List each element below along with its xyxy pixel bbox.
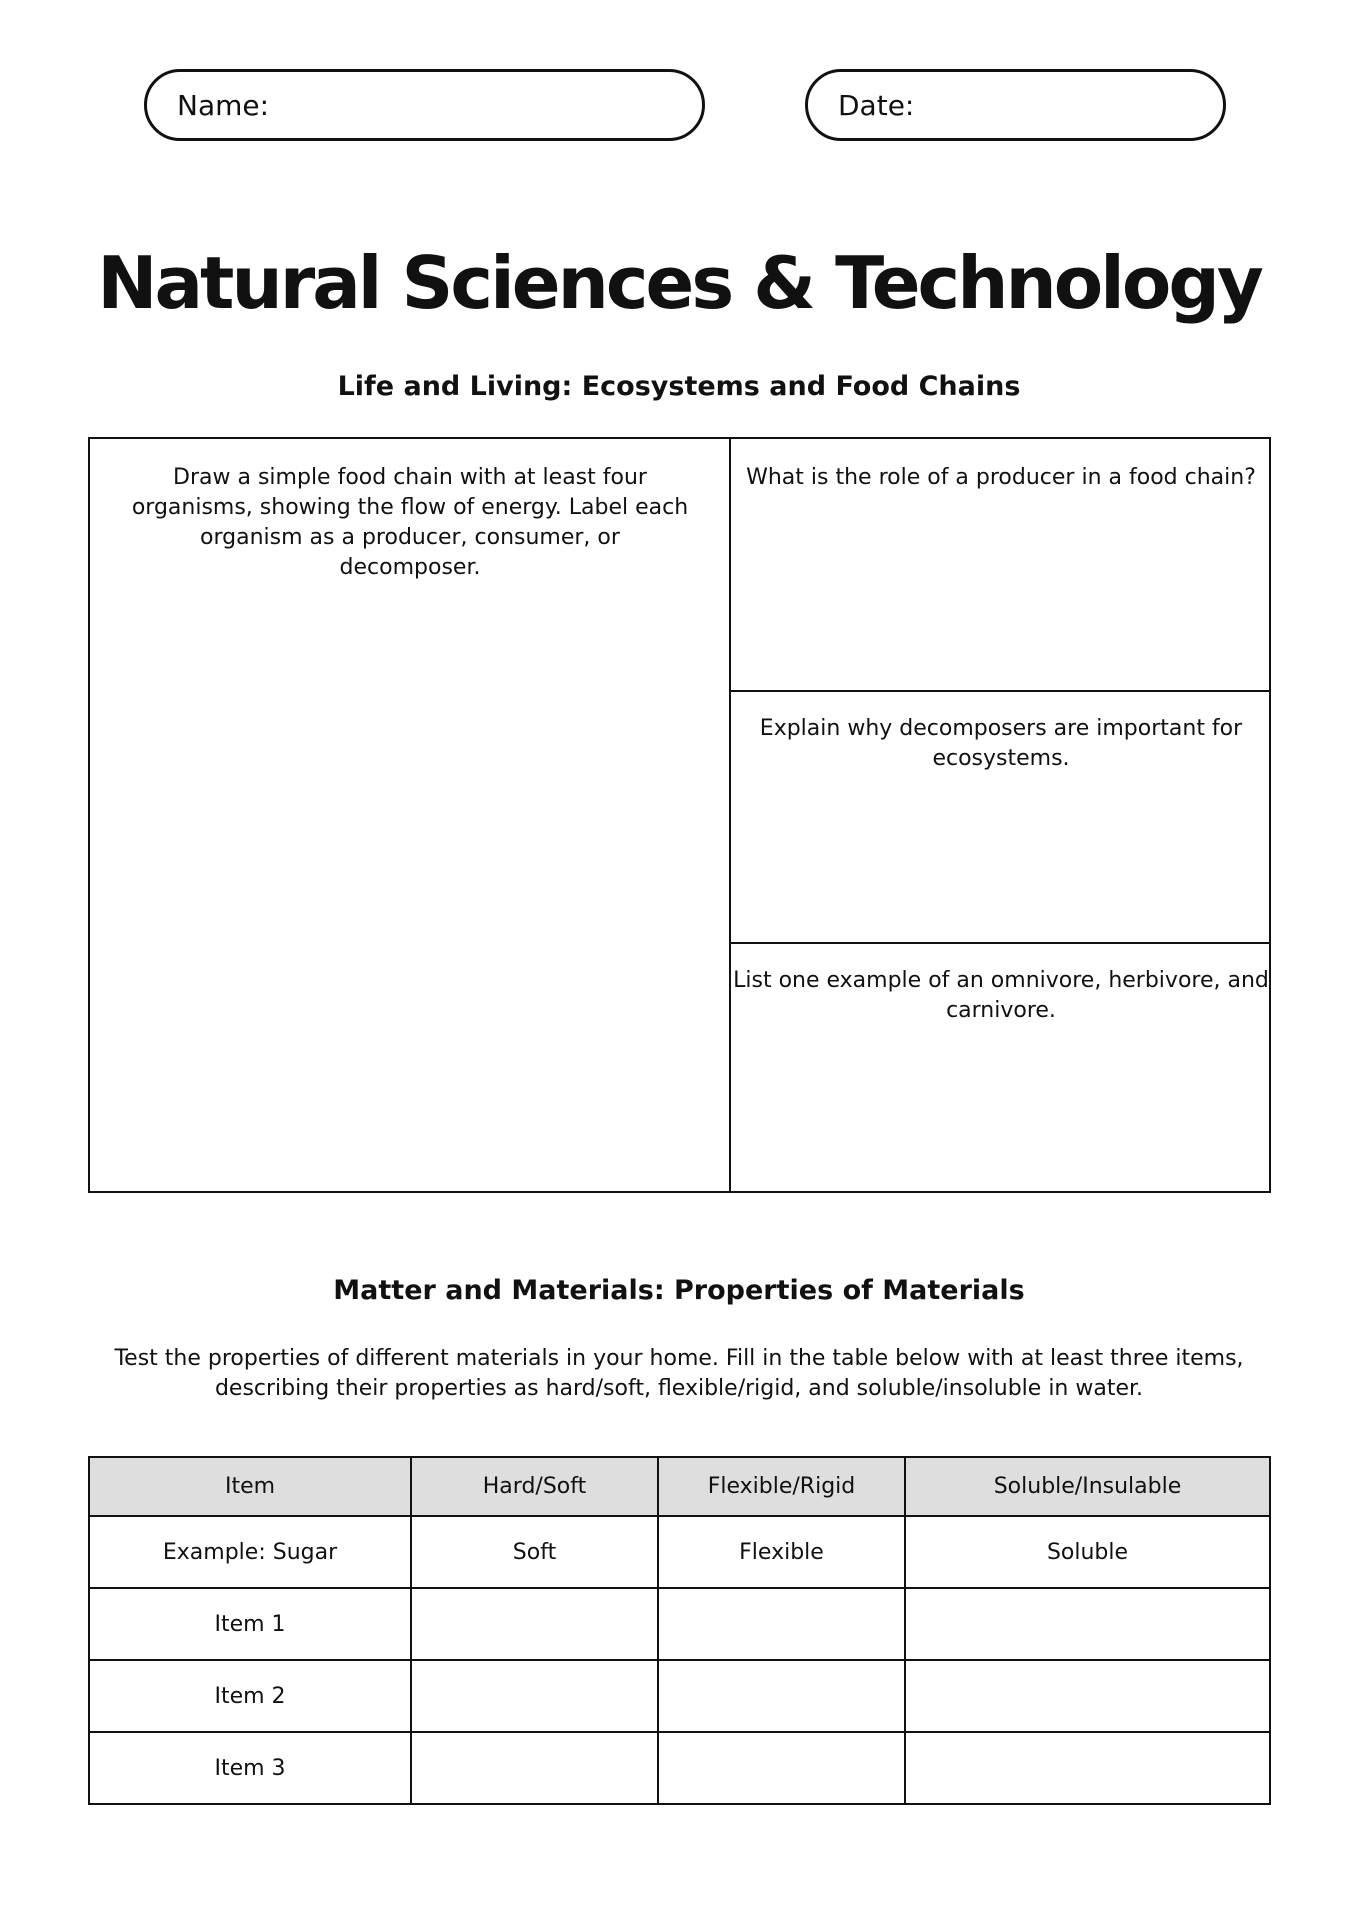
food-chain-prompt: Draw a simple food chain with at least four organisms, showing the flow of energy. Label each organism as a producer, consumer, or decomposer.: [131, 465, 689, 580]
table-cell: Flexible: [658, 1516, 905, 1588]
answer-cell[interactable]: [905, 1660, 1270, 1732]
column-header-soluble: Soluble/Insulable: [905, 1457, 1270, 1516]
answer-cell[interactable]: [658, 1588, 905, 1660]
name-label: Name:: [177, 88, 270, 122]
table-cell: Soluble: [905, 1516, 1270, 1588]
table-cell: Example: Sugar: [89, 1516, 411, 1588]
name-field[interactable]: [144, 69, 705, 141]
materials-table: [88, 1456, 1271, 1805]
answer-cell[interactable]: [905, 1588, 1270, 1660]
answer-cell[interactable]: [658, 1660, 905, 1732]
section-heading-ecosystems: Life and Living: Ecosystems and Food Chains: [337, 371, 1021, 402]
grid-divider-vertical: [729, 439, 731, 1191]
table-cell: Soft: [411, 1516, 658, 1588]
diet-examples-prompt: List one example of an omnivore, herbivore, and carnivore.: [733, 968, 1269, 1023]
answer-cell[interactable]: [411, 1732, 658, 1804]
table-cell: Item 2: [89, 1660, 411, 1732]
date-field[interactable]: [805, 69, 1226, 141]
table-row: [89, 1516, 1270, 1588]
grid-divider-horizontal: [731, 690, 1269, 692]
table-row: [89, 1660, 1270, 1732]
table-header-row: [89, 1457, 1270, 1516]
answer-cell[interactable]: [411, 1660, 658, 1732]
column-header-hard-soft: Hard/Soft: [411, 1457, 658, 1516]
decomposers-prompt: Explain why decomposers are important for ecosystems.: [759, 716, 1243, 771]
table-cell: Item 3: [89, 1732, 411, 1804]
materials-instructions: Test the properties of different materials in your home. Fill in the table below with at least three items, describing their properties as hard/soft, flexible/rigid, and soluble/insoluble in water.: [114, 1346, 1244, 1401]
ecosystem-answer-grid: [88, 437, 1271, 1193]
table-row: [89, 1732, 1270, 1804]
answer-cell[interactable]: [658, 1732, 905, 1804]
table-cell: Item 1: [89, 1588, 411, 1660]
column-header-item: Item: [89, 1457, 411, 1516]
page-title: Natural Sciences & Technology: [97, 241, 1261, 325]
answer-cell[interactable]: [905, 1732, 1270, 1804]
column-header-flexible-rigid: Flexible/Rigid: [658, 1457, 905, 1516]
answer-cell[interactable]: [411, 1588, 658, 1660]
date-label: Date:: [838, 88, 915, 122]
table-row: [89, 1588, 1270, 1660]
section-heading-materials: Matter and Materials: Properties of Materials: [333, 1275, 1025, 1306]
grid-divider-horizontal: [731, 942, 1269, 944]
producer-role-prompt: What is the role of a producer in a food chain?: [746, 465, 1256, 490]
